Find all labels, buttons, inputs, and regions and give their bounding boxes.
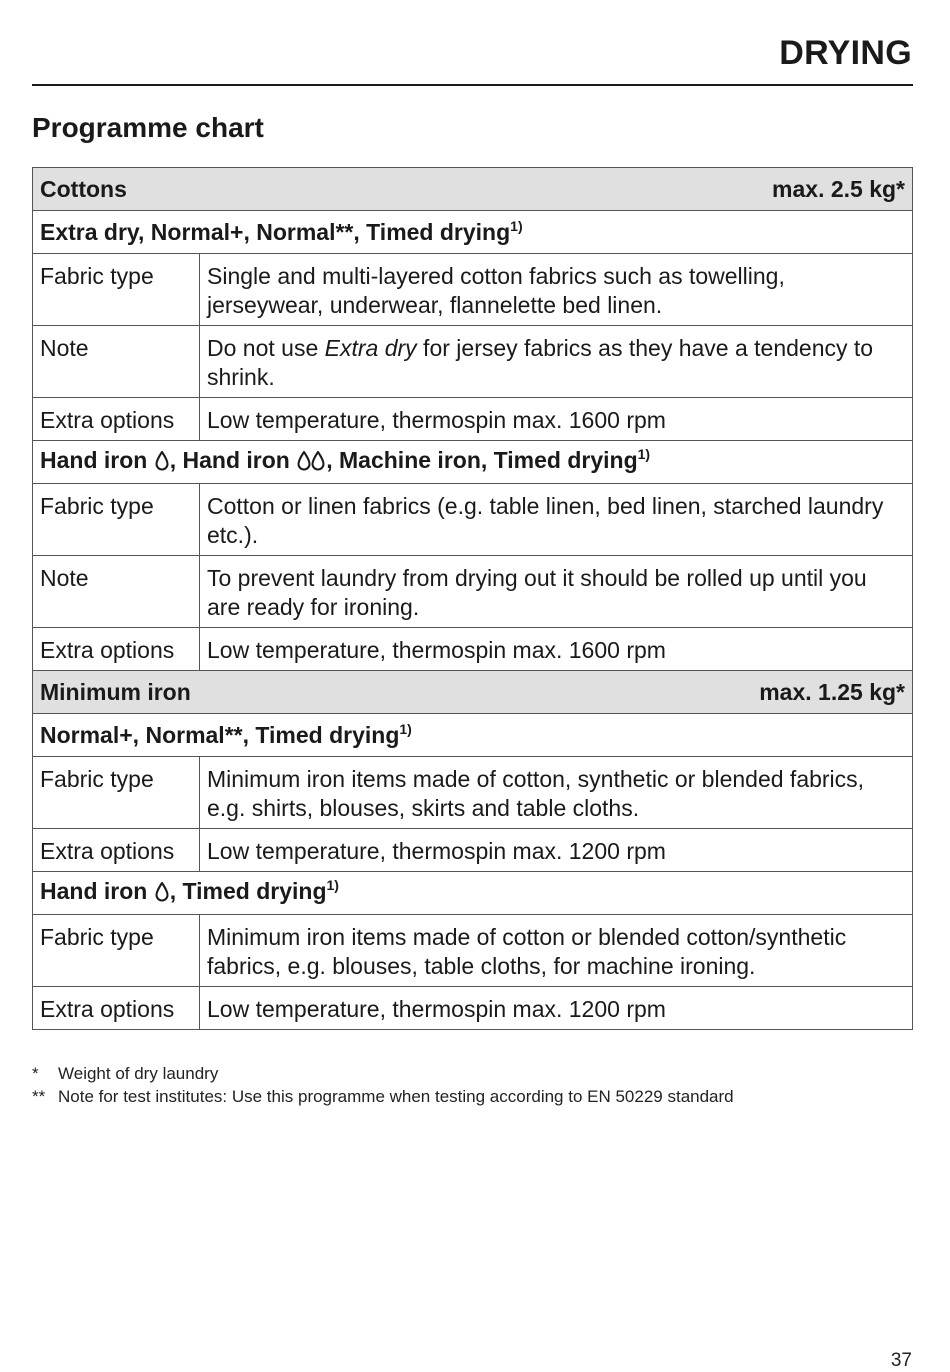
group-name: Minimum iron [40, 678, 191, 705]
single-drop-icon [155, 880, 169, 909]
programme-chart-table [32, 167, 913, 1030]
row-text-part: for jersey fabrics as they have a tendency to shrink. [207, 335, 874, 390]
row-text: Low temperature, thermospin max. 1200 rpm [200, 829, 913, 872]
row-text: Low temperature, thermospin max. 1600 rpm [200, 398, 913, 441]
footnote-item [32, 1085, 734, 1108]
group-max-load: max. 2.5 kg* [772, 175, 905, 202]
row-text: Minimum iron items made of cotton, synthetic or blended fabrics, e.g. shirts, blouses, skirts and table cloths. [200, 757, 913, 829]
footnote-item [32, 1062, 734, 1085]
page-number: 37 [890, 1350, 912, 1371]
programme-header [33, 441, 913, 484]
row-label: Extra options [33, 829, 200, 872]
row-text: Low temperature, thermospin max. 1200 rpm [200, 987, 913, 1030]
row-label: Note [33, 326, 200, 398]
table-row [33, 556, 913, 628]
group-name: Cottons [40, 175, 127, 202]
table-row [33, 829, 913, 872]
row-text: To prevent laundry from drying out it should be rolled up until you are ready for ironing. [200, 556, 913, 628]
table-row [33, 326, 913, 398]
programme-title-part: , Hand iron [169, 447, 297, 473]
row-text-emphasis: Extra dry [324, 335, 417, 361]
footnote-mark: ** [32, 1087, 46, 1106]
footnote-text: Note for test institutes: Use this programme when testing according to EN 50229 standard [58, 1087, 734, 1106]
table-row [33, 987, 913, 1030]
row-label: Fabric type [33, 484, 200, 556]
footnote-text: Weight of dry laundry [58, 1064, 219, 1083]
group-max-load: max. 1.25 kg* [759, 678, 905, 705]
footnote-ref: 1) [399, 720, 412, 737]
table-row [33, 628, 913, 671]
row-label: Extra options [33, 987, 200, 1030]
programme-title-part: Hand iron [40, 447, 154, 473]
footnote-mark: * [32, 1064, 39, 1083]
table-row [33, 254, 913, 326]
footnote-ref: 1) [326, 877, 339, 893]
group-header-minimum-iron [33, 671, 913, 714]
row-label: Fabric type [33, 254, 200, 326]
table-row [33, 915, 913, 987]
group-header-cottons [33, 168, 913, 211]
programme-title-part: , Machine iron, Timed drying [326, 447, 638, 473]
header-divider [32, 84, 913, 86]
programme-header [33, 714, 913, 757]
programme-header [33, 872, 913, 915]
footnote-ref: 1) [510, 217, 523, 234]
row-text: Single and multi-layered cotton fabrics such as towelling, jerseywear, underwear, flannelette bed linen. [200, 254, 913, 326]
programme-title: Normal+, Normal**, Timed drying [40, 721, 400, 748]
footnotes [32, 1062, 734, 1108]
programme-header [33, 211, 913, 254]
row-label: Fabric type [33, 757, 200, 829]
table-row [33, 398, 913, 441]
row-label: Extra options [33, 398, 200, 441]
double-drop-icon [297, 449, 325, 478]
row-label: Fabric type [33, 915, 200, 987]
programme-title-part: , Timed drying [169, 878, 327, 904]
programme-title-part: Hand iron [40, 878, 154, 904]
row-label: Extra options [33, 628, 200, 671]
row-text: Cotton or linen fabrics (e.g. table linen, bed linen, starched laundry etc.). [200, 484, 913, 556]
row-text: Low temperature, thermospin max. 1600 rpm [200, 628, 913, 671]
table-row [33, 757, 913, 829]
single-drop-icon [155, 449, 169, 478]
table-row [33, 484, 913, 556]
programme-title: Extra dry, Normal+, Normal**, Timed drying [40, 218, 511, 245]
page-header-title: DRYING [779, 34, 912, 72]
row-label: Note [33, 556, 200, 628]
section-title: Programme chart [32, 112, 264, 143]
footnote-ref: 1) [637, 446, 651, 462]
row-text [200, 326, 913, 398]
row-text: Minimum iron items made of cotton or blended cotton/synthetic fabrics, e.g. blouses, table cloths, for machine ironing. [200, 915, 913, 987]
row-text-part: Do not use [207, 335, 325, 361]
